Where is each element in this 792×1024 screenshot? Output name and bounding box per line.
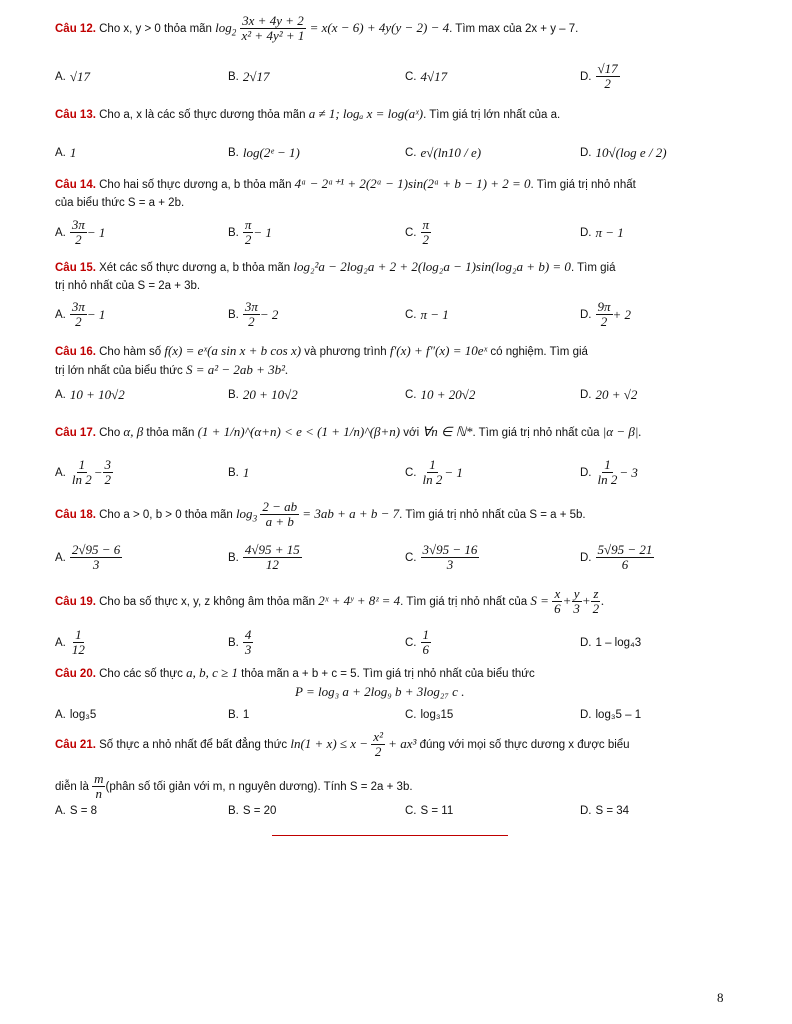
question-text: . Tìm giá trị nhỏ nhất của S = a + 5b. [399, 509, 586, 522]
question-17 [55, 424, 732, 440]
question-text: của biểu thức S = a + 2b. [55, 197, 185, 210]
question-text: Số thực a nhỏ nhất để bất đẳng thức [95, 739, 291, 752]
options-row-13 [55, 138, 735, 168]
option-b[interactable]: B. 2√17 [228, 69, 270, 84]
option-c[interactable]: C. π − 1 [405, 307, 449, 322]
question-text: Cho hàm số [95, 346, 165, 358]
option-d[interactable]: D. $\frac{1}{\ln 2}$ − 3 [580, 456, 638, 488]
options-row-16 [55, 380, 735, 410]
question-text: thỏa mãn a + b + c = 5. Tìm giá trị nhỏ nhất của biểu thức [237, 668, 535, 680]
question-text: thỏa mãn [143, 427, 198, 439]
option-d[interactable]: D. log₃5 – 1 [580, 709, 642, 721]
math-log: $\log_2$ [215, 20, 237, 38]
option-b[interactable]: B. 1 [228, 465, 250, 480]
question-label: Câu 21. [55, 739, 96, 752]
question-15 [55, 259, 732, 297]
option-c[interactable]: C. 4√17 [405, 69, 448, 84]
math-expression: ∀n ∈ ℕ* [422, 424, 473, 439]
question-19: Câu 19. Cho ba số thực x, y, z không âm thỏa mãn 2ˣ + 4ʸ + 8ᶻ = 4. Tìm giá trị nhỏ nhất của S = $\frac{x}{6}$ + $\frac{y}{3}$ + $\frac{z}{2}$ . [55, 586, 605, 617]
option-b[interactable]: B. $\frac{4}{3}$ [228, 626, 252, 658]
math-expression: 4ᵃ − 2ᵃ⁺¹ + 2(2ᵃ − 1)sin(2ᵃ + b − 1) + 2 = 0 [294, 176, 531, 191]
options-row-17 [55, 458, 735, 488]
option-b[interactable]: B. 1 [228, 709, 250, 721]
math-expression: |α − β|. [602, 424, 642, 439]
question-text: Cho ba số thực x, y, z không âm thỏa mãn [95, 596, 319, 609]
options-row-18 [55, 543, 735, 573]
options-row-15 [55, 300, 735, 330]
math-expression: a ≠ 1; logₐ x = log(aˣ) [308, 106, 424, 121]
question-label: Câu 12. [55, 23, 96, 36]
option-d[interactable]: D. 1 – log₄3 [580, 637, 642, 649]
math-fraction: $\frac{\text{x²}}{2}$ [373, 729, 383, 760]
question-text: Cho [95, 427, 124, 439]
option-c[interactable]: C. $\frac{1}{6}$ [405, 626, 429, 658]
question-text: Cho a > 0, b > 0 thỏa mãn [95, 509, 236, 522]
math-expression: = 3ab + a + b − 7 [302, 506, 400, 522]
option-a[interactable]: A. S = 8 [55, 805, 98, 817]
question-text: . Tìm giá [570, 262, 616, 274]
option-d[interactable]: D. $\frac{5√95 - 21}{6}$ [580, 541, 653, 573]
math-fraction: $\frac{z}{2}$ [592, 586, 600, 617]
option-a[interactable]: A. $\frac{3\pi}{2}$ − 1 [55, 216, 106, 248]
question-text: diễn là [55, 781, 93, 794]
question-label: Câu 20. [55, 668, 96, 680]
option-a[interactable]: A. 1 [55, 145, 77, 160]
page-number: 8 [717, 990, 724, 1005]
math-fraction: $\frac{x}{6}$ [554, 586, 561, 617]
math-fraction: $\frac{m}{n}$ [94, 771, 104, 802]
section-divider [272, 835, 508, 836]
math-expression: + ax³ [388, 736, 417, 752]
math-expression: log₂²a − 2log₂a + 2 + 2(log₂a − 1)sin(log₂a + b) = 0 [293, 259, 571, 274]
option-c[interactable]: C. S = 11 [405, 805, 454, 817]
question-21 [55, 730, 732, 760]
question-text: có nghiệm. Tìm giá [487, 346, 588, 358]
options-row-19 [55, 628, 735, 658]
question-text: . Tìm giá trị lớn nhất của a. [423, 109, 561, 121]
math-expression: P = log₃ a + 2log₉ b + 3log₂₇ c . [295, 684, 465, 700]
option-b[interactable]: B. $\frac{3\pi}{2}$ − 2 [228, 298, 279, 330]
question-text: Cho a, x là các số thực dương thỏa mãn [95, 109, 309, 121]
options-row-14 [55, 218, 735, 248]
option-c[interactable]: C. $\frac{\pi}{2}$ [405, 216, 430, 248]
question-text: . Tìm giá trị nhỏ nhất của [472, 427, 603, 439]
option-d[interactable]: D. π − 1 [580, 225, 624, 240]
math-fraction: $\frac{2 - ab}{a + b}$ [262, 499, 298, 530]
option-d[interactable]: D. 20 + √2 [580, 387, 638, 402]
math-expression: S = a² − 2ab + 3b². [185, 362, 289, 378]
math-expression: f(x) = eˣ(a sin x + b cos x) [164, 343, 302, 358]
option-d[interactable]: D. $\frac{√17}{2}$ [580, 60, 618, 92]
math-expression: 2ˣ + 4ʸ + 8ᶻ = 4 [318, 593, 401, 609]
option-a[interactable]: A. $\frac{1}{12}$ [55, 626, 85, 658]
math-fraction: $\frac{y}{3}$ [573, 586, 580, 617]
option-d[interactable]: D. $\frac{9\pi}{2}$ + 2 [580, 298, 632, 330]
option-b[interactable]: B. 20 + 10√2 [228, 387, 298, 402]
option-a[interactable]: A. $\frac{2√95 - 6}{3}$ [55, 541, 121, 573]
option-a[interactable]: A. $\frac{3\pi}{2}$ − 1 [55, 298, 106, 330]
question-text: Cho hai số thực dương a, b thỏa mãn [95, 179, 295, 191]
question-14 [55, 176, 732, 214]
question-text: . Tìm giá trị nhỏ nhất [530, 179, 636, 191]
question-text: . Tìm max của 2x + y – 7. [449, 23, 579, 36]
question-text: và phương trình [301, 346, 390, 358]
option-c[interactable]: C. $\frac{3√95 - 16}{3}$ [405, 541, 478, 573]
question-13 [55, 106, 732, 122]
math-expression: α, β [123, 424, 144, 439]
options-row-21 [55, 799, 735, 823]
question-text: Xét các số thực dương a, b thỏa mãn [95, 262, 294, 274]
math-expression: S = [530, 593, 549, 609]
option-c[interactable]: C. $\frac{1}{\ln 2}$ − 1 [405, 456, 463, 488]
option-b[interactable]: B. $\frac{4√95 + 15}{12}$ [228, 541, 300, 573]
option-c[interactable]: C. 10 + 20√2 [405, 387, 476, 402]
question-label: Câu 19. [55, 596, 96, 609]
option-a[interactable]: A. log₃5 [55, 709, 97, 721]
option-a[interactable]: A. √17 [55, 69, 91, 84]
question-text: trị nhỏ nhất của S = 2a + 3b. [55, 280, 201, 293]
math-expression: (1 + 1/n)^(α+n) < e < (1 + 1/n)^(β+n) [197, 424, 401, 439]
option-b[interactable]: B. S = 20 [228, 805, 277, 817]
options-row-12 [55, 62, 735, 92]
question-text: Cho x, y > 0 thỏa mãn [95, 23, 216, 36]
option-c[interactable]: C. log₃15 [405, 709, 454, 721]
math-fraction: $\frac{3x + 4y + 2}{\text{x² + 4y² + 1}}$ [241, 13, 305, 44]
option-d[interactable]: D. 10 √(log e / 2) [580, 145, 667, 160]
math-expression: f′(x) + f″(x) = 10eˣ [389, 343, 488, 358]
question-text: đúng với mọi số thực dương x được biểu [416, 739, 630, 752]
question-text: với [400, 427, 423, 439]
question-label: Câu 15. [55, 262, 96, 274]
question-21-line2 [55, 772, 732, 802]
option-d[interactable]: D. S = 34 [580, 805, 630, 817]
question-label: Câu 17. [55, 427, 96, 439]
question-label: Câu 16. [55, 346, 96, 358]
option-c[interactable]: C. e √(ln10 / e) [405, 145, 482, 160]
question-text: (phân số tối giản với m, n nguyên dương). Tính S = 2a + 3b. [105, 781, 413, 794]
option-a[interactable]: A. 10 + 10√2 [55, 387, 125, 402]
question-label: Câu 18. [55, 509, 96, 522]
math-expression: = x(x − 6) + 4y(y − 2) − 4 [309, 20, 450, 36]
question-label: Câu 13. [55, 109, 96, 121]
question-18 [55, 500, 732, 530]
question-text: . Tìm giá trị nhỏ nhất của [400, 596, 531, 609]
option-b[interactable]: B. $\frac{\pi}{2}$ − 1 [228, 216, 272, 248]
options-row-20 [55, 700, 735, 730]
question-text: trị lớn nhất của biểu thức [55, 365, 186, 378]
question-label: Câu 14. [55, 179, 96, 191]
math-log: $\log_3$ [235, 506, 258, 524]
question-16 [55, 343, 732, 382]
question-12 [55, 14, 732, 44]
question-text: Cho các số thực [95, 668, 187, 680]
option-a[interactable]: A. $\frac{1}{\ln 2}$ − $\frac{3}{2}$ [55, 456, 112, 488]
question-20 [55, 665, 732, 701]
option-b[interactable]: B. log(2ᵉ − 1) [228, 145, 300, 160]
math-expression: a, b, c ≥ 1 [186, 665, 238, 680]
math-expression: ln(1 + x) ≤ x − [290, 736, 369, 752]
